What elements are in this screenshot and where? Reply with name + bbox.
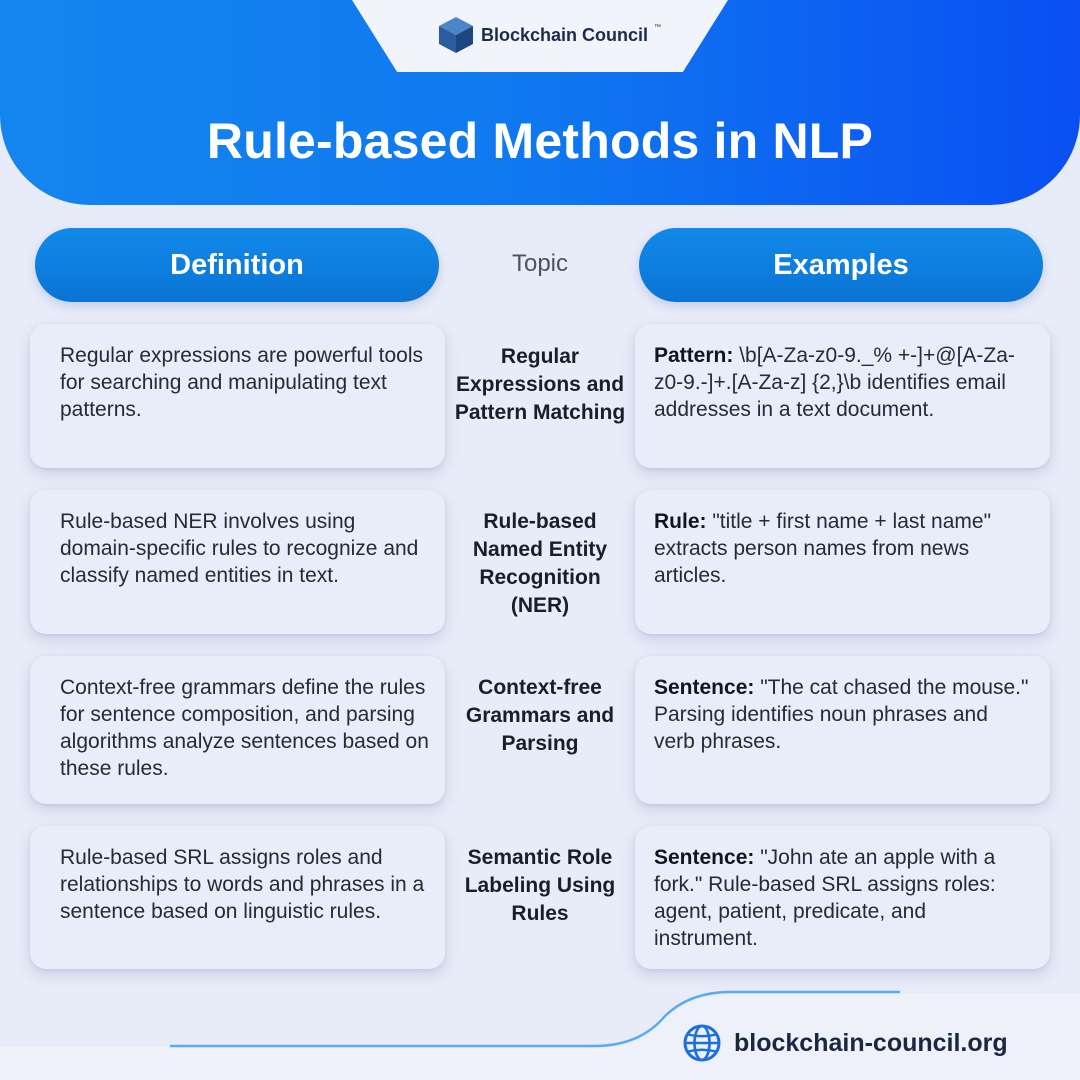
footer [682,1023,1008,1063]
page-title: Rule-based Methods in NLP [206,113,874,169]
topic-header: Topic [511,250,569,277]
brand-logo [437,14,661,56]
topic-label: Context-free Grammars and Parsing [465,676,615,755]
definition-card: Regular expressions are powerful tools for searching and manipulating text patterns. [30,324,445,468]
definition-header: Definition [35,228,439,302]
topic-label: Rule-based Named Entity Recognition (NER) [472,510,608,617]
website-link[interactable]: blockchain-council.org [734,1028,1008,1057]
example-card [635,324,1050,468]
example-card [635,656,1050,804]
example-text: "title + first name + last name" extracts person names from news articles. [654,510,992,587]
example-card [635,826,1050,969]
brand-name: Blockchain Council [481,24,649,45]
example-label: Sentence: [654,676,755,699]
definition-card: Rule-based SRL assigns roles and relationships to words and phrases in a sentence based on linguistic rules. [30,826,445,969]
topic-label: Regular Expressions and Pattern Matching [454,345,626,424]
definition-card: Rule-based NER involves using domain-specific rules to recognize and classify named entities in text. [30,490,445,634]
examples-header: Examples [639,228,1043,302]
example-text: \b[A-Za-z0-9._% +-]+@[A-Za-z0-9.-]+.[A-Za-z] {2,}\b identifies email addresses in a text document. [654,344,1015,421]
topic-label: Semantic Role Labeling Using Rules [464,846,616,925]
example-text: "The cat chased the mouse." Parsing identifies noun phrases and verb phrases. [654,676,1029,753]
globe-icon [682,1023,722,1063]
example-label: Sentence: [654,846,755,869]
example-text: "John ate an apple with a fork." Rule-based SRL assigns roles: agent, patient, predicate, and instrument. [654,846,996,950]
brand-trademark: ™ [654,23,662,31]
example-label: Pattern: [654,344,734,367]
cube-icon [437,15,475,55]
example-card [635,490,1050,634]
example-label: Rule: [654,510,707,533]
definition-card: Context-free grammars define the rules for sentence composition, and parsing algorithms analyze sentences based on these rules. [30,656,445,804]
